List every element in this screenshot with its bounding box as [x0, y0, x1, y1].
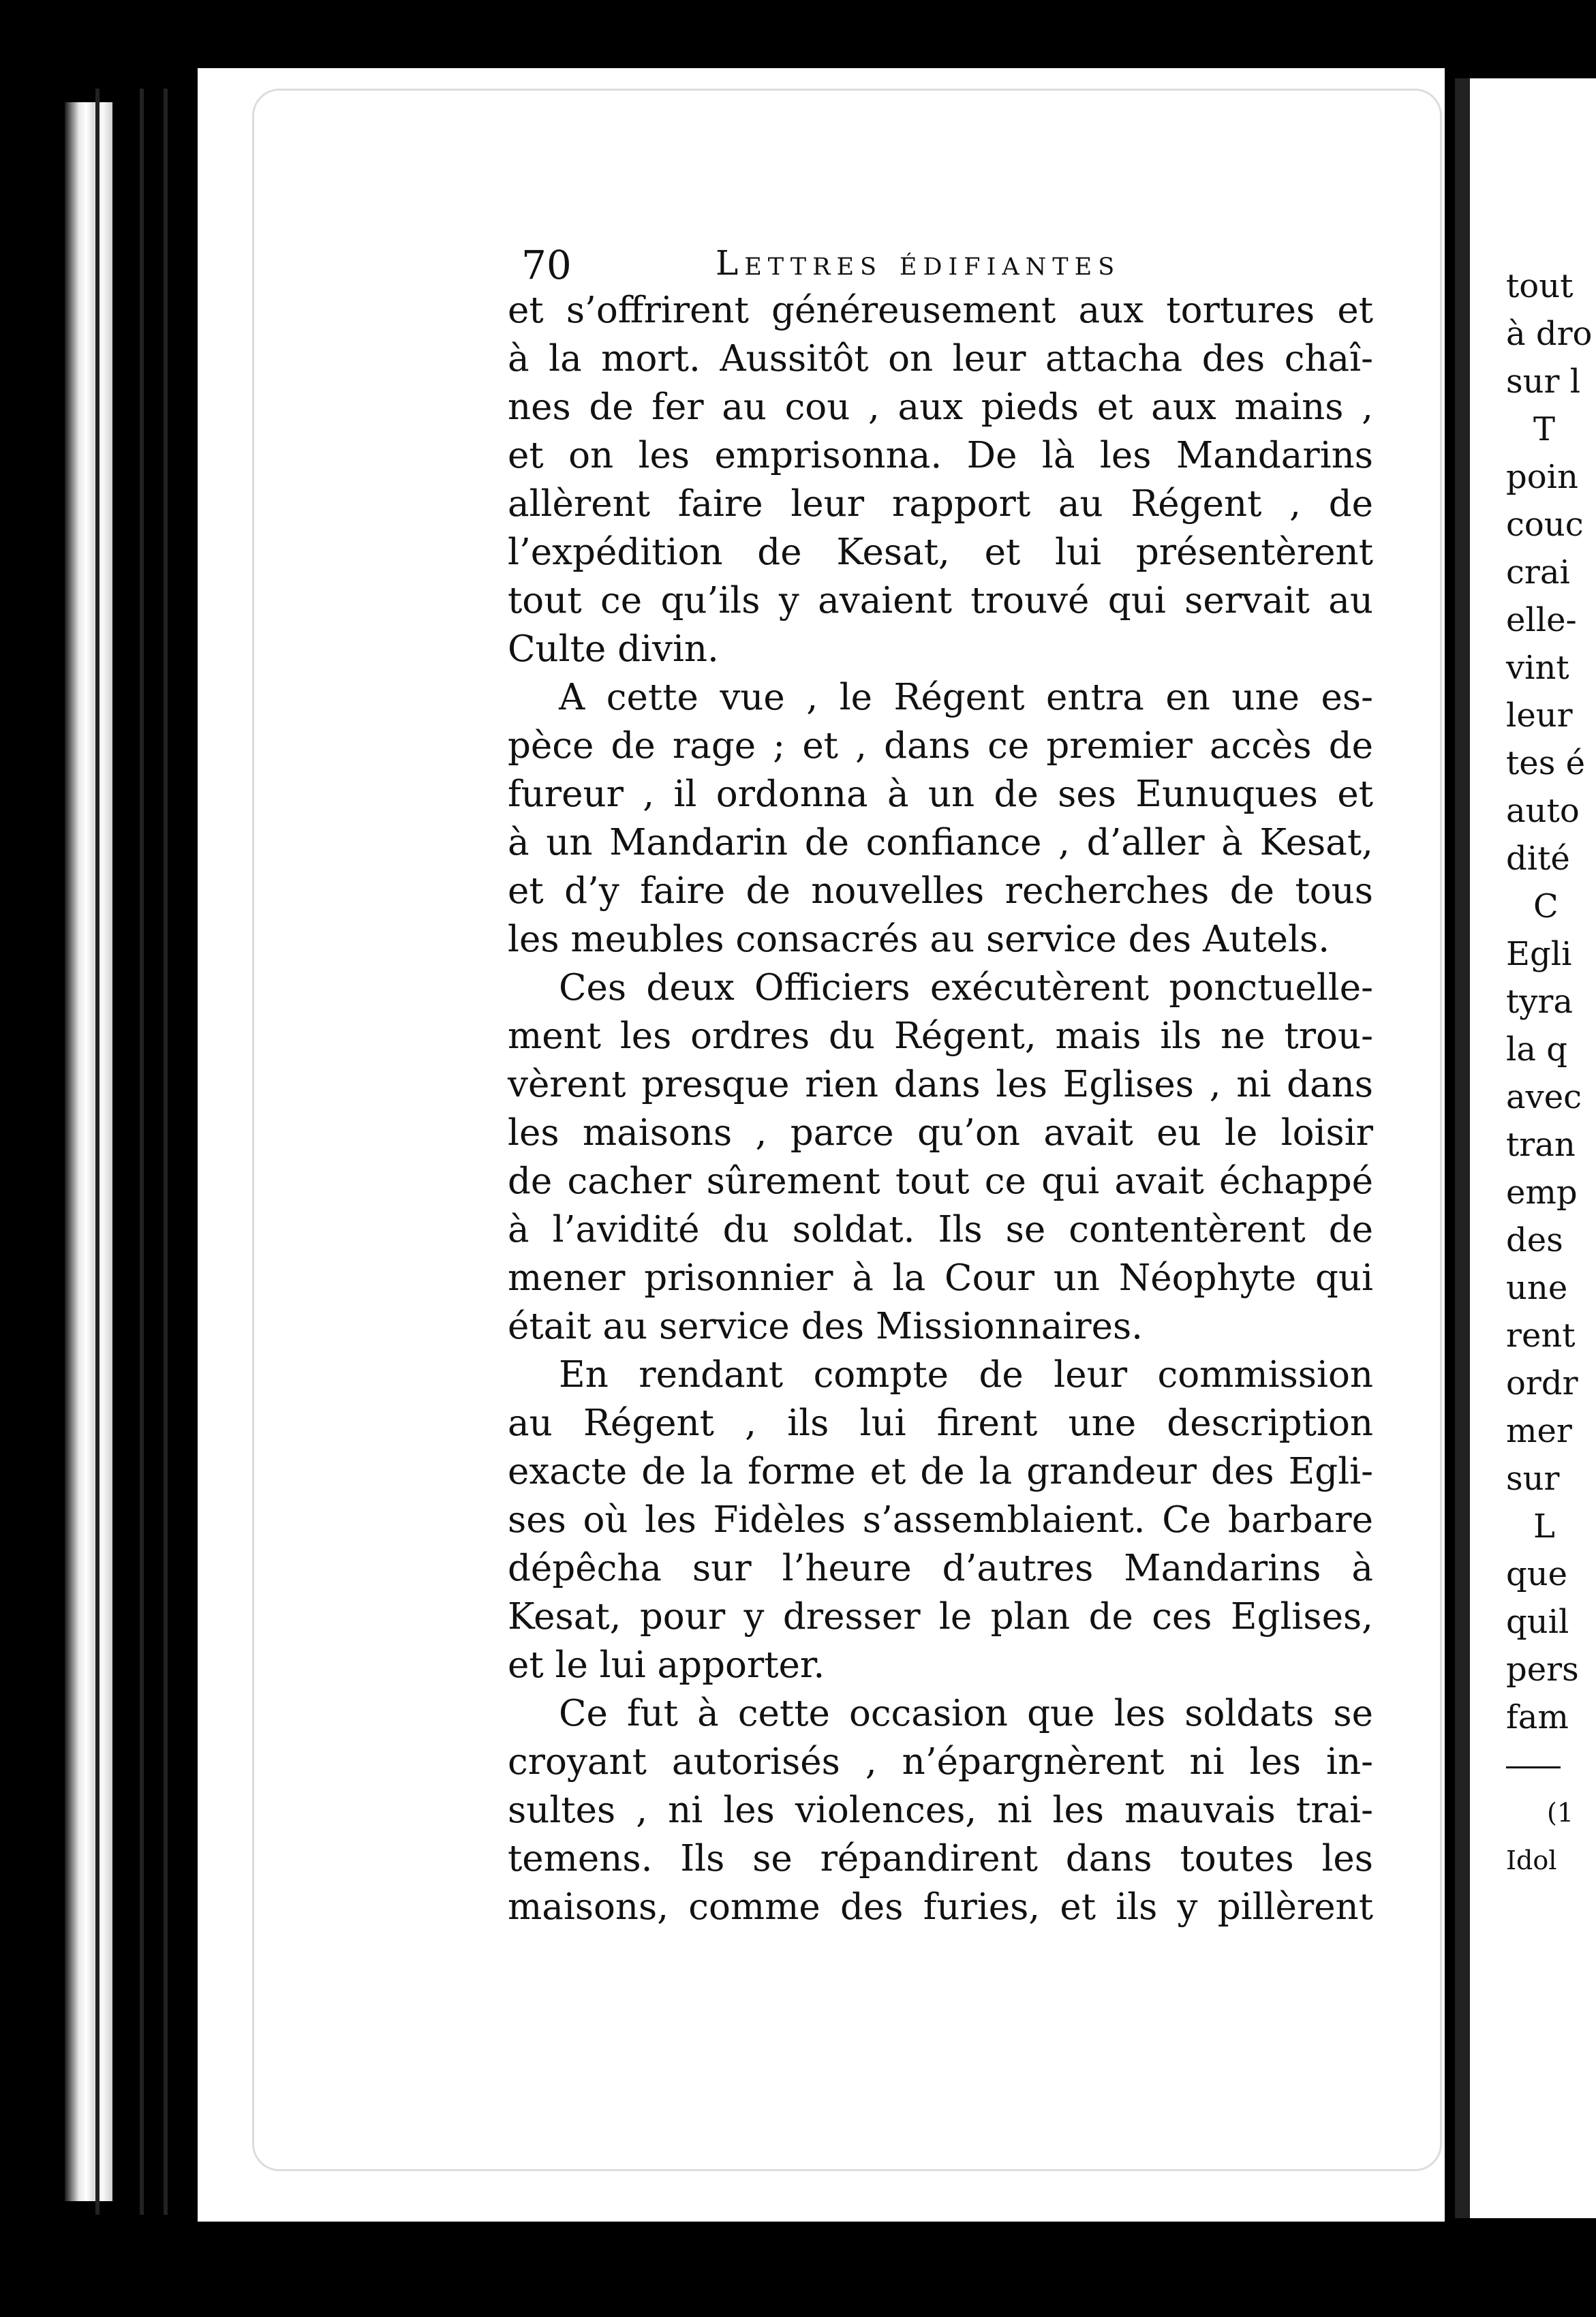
text-line: vèrent presque rien dans les Eglises , ni dans	[508, 1064, 1373, 1105]
page-edge-line	[140, 89, 144, 2215]
text-line: Culte divin.	[508, 628, 719, 670]
text-line: maisons, comme des furies, et ils y pillèrent	[508, 1886, 1373, 1928]
text-line: pèce de rage ; et , dans ce premier accès de	[508, 725, 1373, 767]
text-line: mener prisonnier à la Cour un Néophyte qui	[508, 1257, 1373, 1299]
text-line: et s’offrirent généreusement aux tortures et	[508, 290, 1373, 331]
facing-page-line: dité	[1506, 840, 1570, 878]
facing-page-line: tran	[1506, 1126, 1576, 1164]
facing-page-line: quil	[1506, 1603, 1569, 1641]
facing-page-line: crai	[1506, 553, 1570, 592]
facing-page-line: emp	[1506, 1173, 1578, 1212]
facing-page-line: avec	[1506, 1078, 1582, 1116]
text-line: de cacher sûrement tout ce qui avait échappé	[508, 1161, 1373, 1202]
text-line: dépêcha sur l’heure d’autres Mandarins à	[508, 1548, 1373, 1589]
facing-page-line: la q	[1506, 1030, 1567, 1069]
facing-page-line: sur	[1506, 1460, 1560, 1498]
facing-page-line: tes é	[1506, 744, 1585, 782]
facing-page-line: que	[1506, 1555, 1568, 1593]
running-title: Lettres édifiantes	[716, 243, 1121, 283]
facing-page-line: T	[1533, 410, 1556, 448]
text-line: ment les ordres du Régent, mais ils ne trou-	[508, 1015, 1373, 1057]
text-line: allèrent faire leur rapport au Régent , de	[508, 483, 1373, 525]
facing-page-line: ordr	[1506, 1364, 1578, 1402]
facing-page-line: rent	[1506, 1317, 1576, 1355]
text-line: En rendant compte de leur commission	[559, 1354, 1373, 1396]
text-line: au Régent , ils lui firent une description	[508, 1402, 1373, 1444]
facing-page-line: tyra	[1506, 983, 1573, 1021]
facing-page-line: elle-	[1506, 601, 1577, 639]
facing-page-line: L	[1533, 1507, 1555, 1546]
facing-page-line: C	[1533, 887, 1559, 925]
page-number: 70	[521, 242, 572, 288]
facing-page-line: Egli	[1506, 935, 1572, 973]
text-line: fureur , il ordonna à un de ses Eunuques et	[508, 773, 1373, 815]
facing-page-line: vint	[1506, 649, 1569, 687]
text-line: était au service des Missionnaires.	[508, 1306, 1144, 1347]
footnote-rule	[1506, 1741, 1596, 1789]
text-line: nes de fer au cou , aux pieds et aux mains ,	[508, 386, 1373, 428]
text-line: ses où les Fidèles s’assemblaient. Ce barbare	[508, 1499, 1373, 1541]
facing-page-line: poin	[1506, 458, 1578, 496]
text-line: Kesat, pour y dresser le plan de ces Eglises,	[508, 1596, 1373, 1638]
book-page-edges	[65, 102, 112, 2201]
text-line: et le lui apporter.	[508, 1644, 825, 1686]
text-line: Ce fut à cette occasion que les soldats se	[559, 1693, 1373, 1734]
text-line: tout ce qu’ils y avaient trouvé qui servait au	[508, 580, 1373, 622]
text-line: et on les emprisonna. De là les Mandarins	[508, 435, 1373, 476]
body-text	[508, 286, 1373, 1931]
facing-page-text	[1506, 262, 1596, 1884]
text-line: A cette vue , le Régent entra en une es-	[559, 677, 1373, 718]
text-line: les meubles consacrés au service des Autels.	[508, 919, 1330, 960]
text-line: et d’y faire de nouvelles recherches de tous	[508, 870, 1373, 912]
text-line: à l’avidité du soldat. Ils se contentèrent de	[508, 1209, 1373, 1250]
facing-page-line: fam	[1506, 1698, 1569, 1736]
text-line: les maisons , parce qu’on avait eu le loisir	[508, 1112, 1373, 1154]
page-edge-line	[164, 89, 168, 2215]
facing-page-line: mer	[1506, 1412, 1572, 1450]
text-line: Ces deux Officiers exécutèrent ponctuelle-	[559, 967, 1373, 1009]
facing-page-line: couc	[1506, 506, 1584, 544]
text-line: exacte de la forme et de la grandeur des Egli-	[508, 1451, 1373, 1492]
facing-page-footnote: (1	[1547, 1798, 1574, 1828]
page-edge-line	[95, 89, 99, 2215]
text-line: croyant autorisés , n’épargnèrent ni les in-	[508, 1741, 1373, 1783]
facing-page-line: leur	[1506, 696, 1573, 735]
text-line: l’expédition de Kesat, et lui présentèrent	[508, 532, 1373, 573]
facing-page-footnote: Idol	[1506, 1845, 1557, 1875]
facing-page-line: une	[1506, 1269, 1568, 1307]
facing-page-line: sur l	[1506, 363, 1581, 401]
facing-page-line: des	[1506, 1221, 1563, 1259]
facing-page-line: auto	[1506, 792, 1580, 830]
text-line: à un Mandarin de confiance , d’aller à Kesat,	[508, 822, 1373, 863]
text-line: sultes , ni les violences, ni les mauvais trai-	[508, 1790, 1373, 1831]
text-line: à la mort. Aussitôt on leur attacha des chaî-	[508, 338, 1373, 380]
facing-page-line: tout	[1506, 267, 1574, 305]
text-line: temens. Ils se répandirent dans toutes les	[508, 1838, 1373, 1879]
facing-page-line: à dro	[1506, 315, 1593, 353]
facing-page-line: pers	[1506, 1651, 1579, 1689]
